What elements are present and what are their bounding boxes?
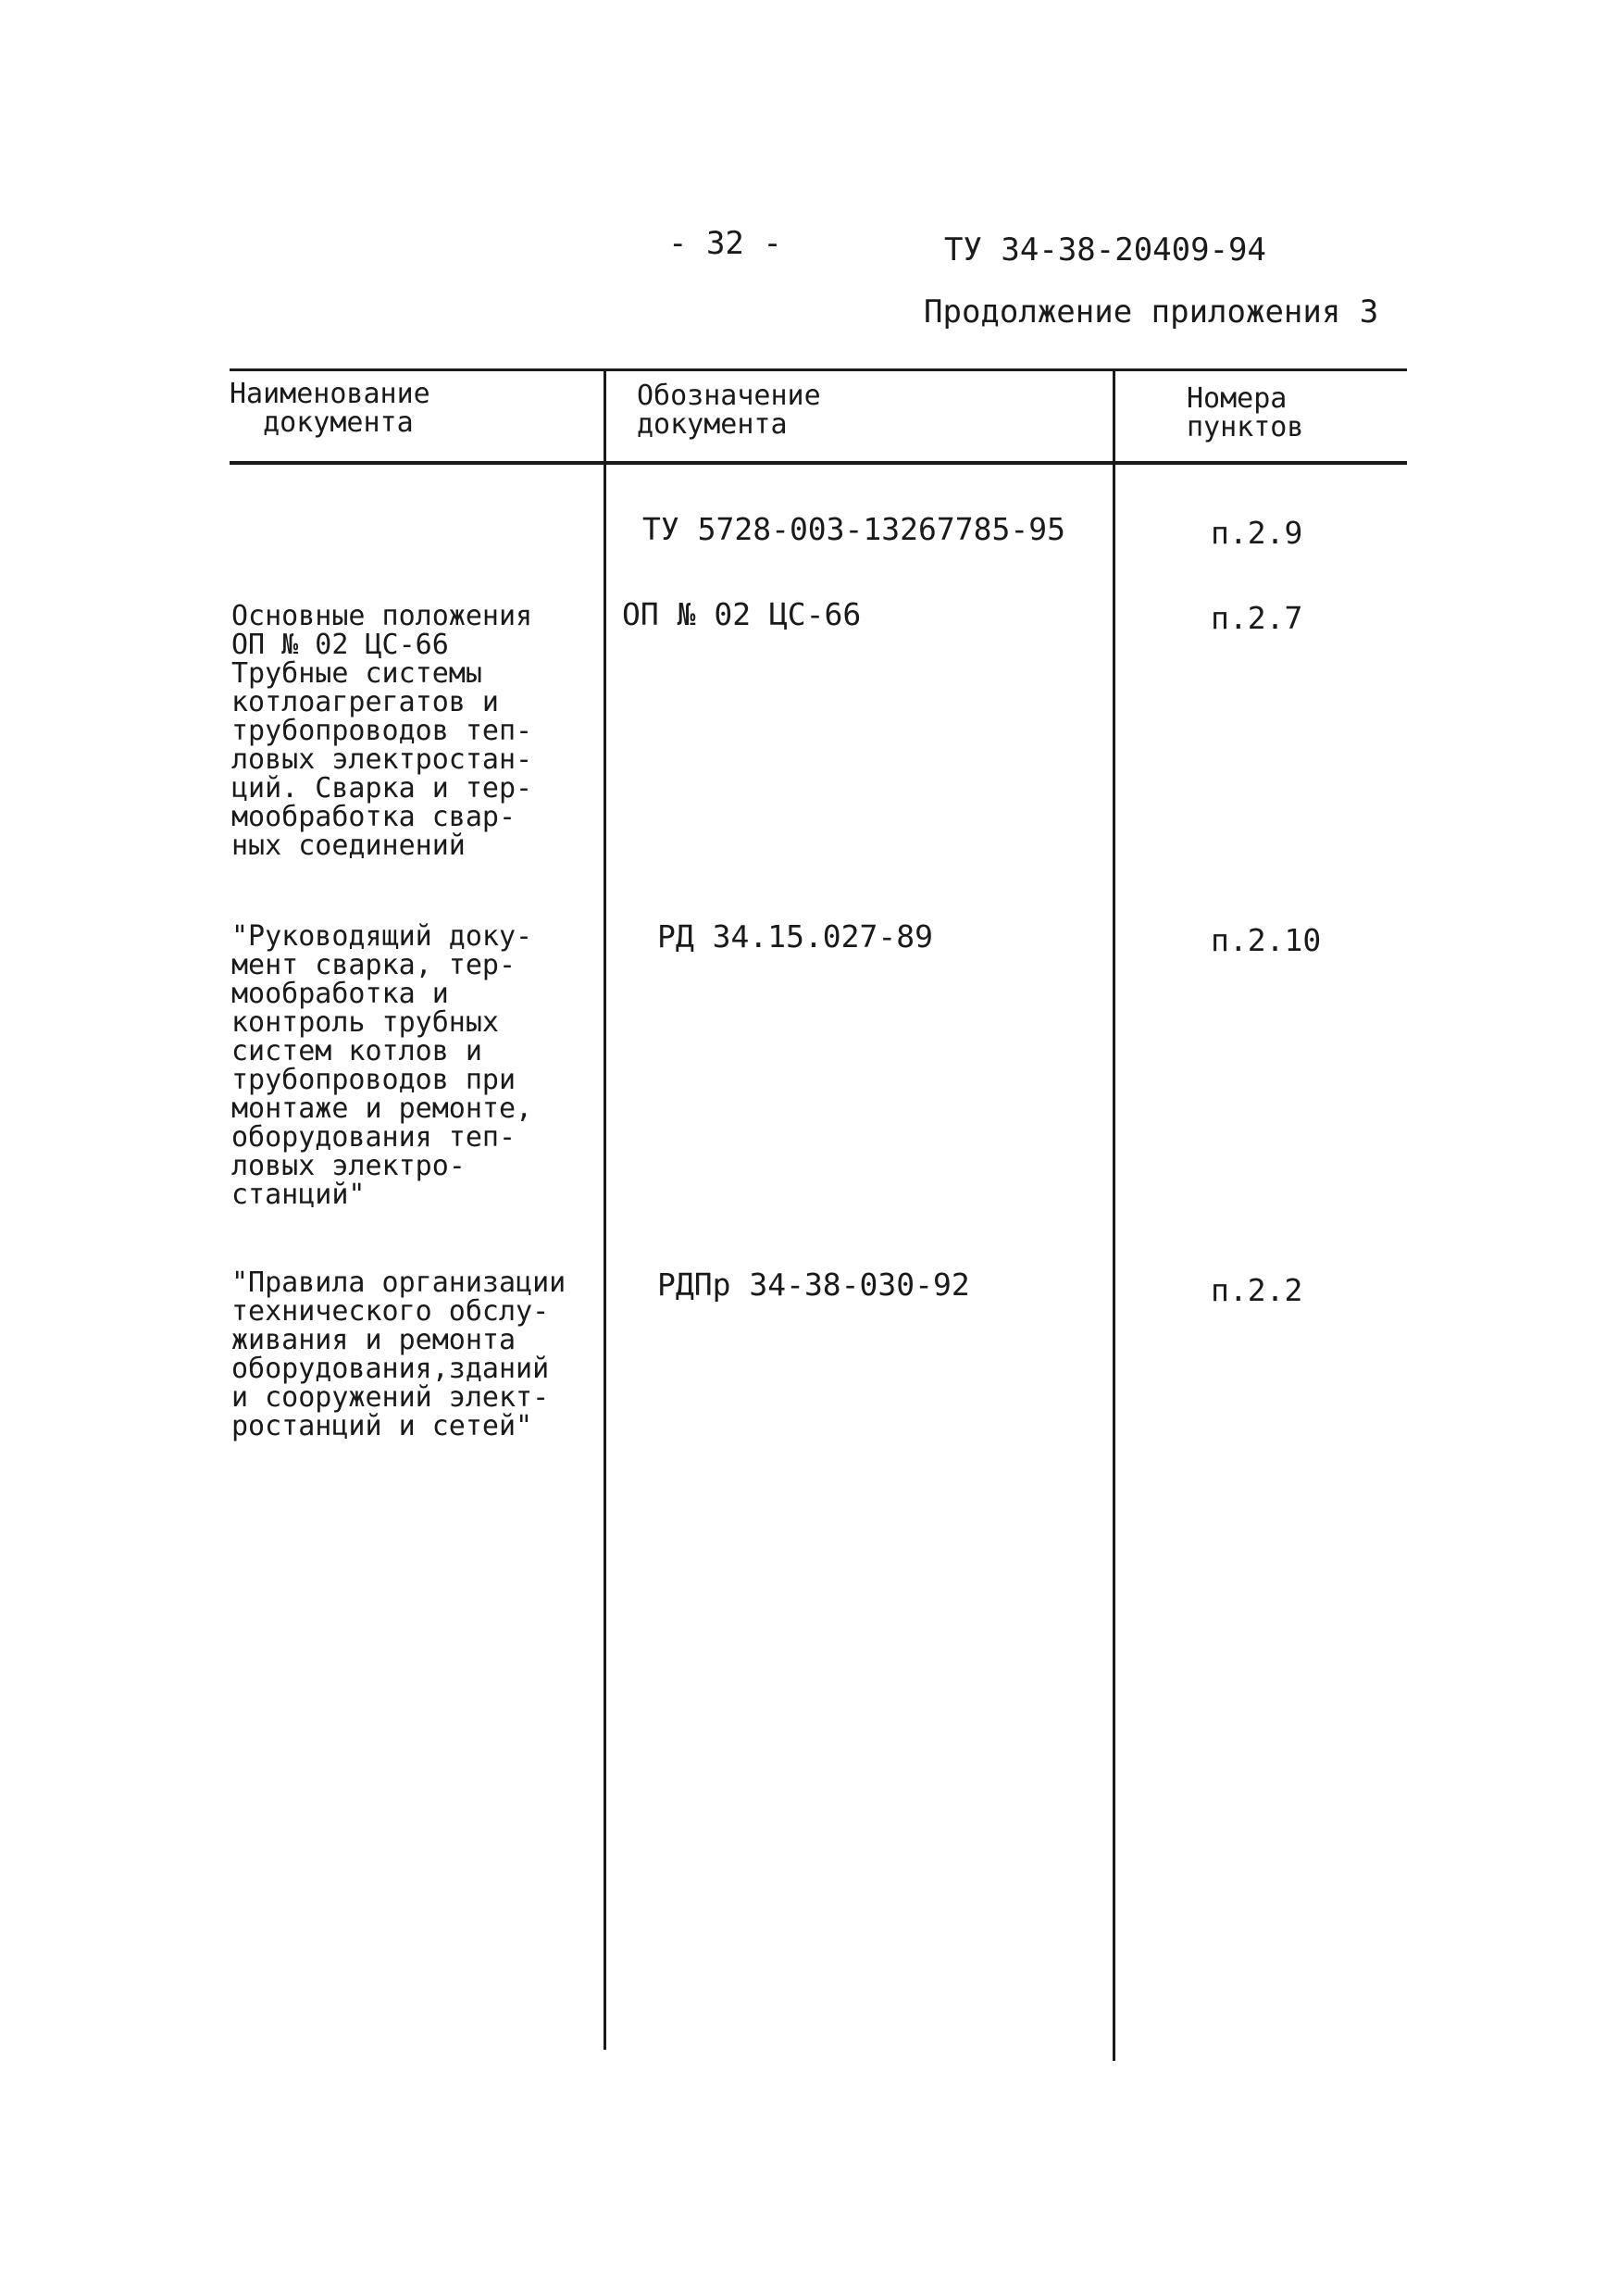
column-divider xyxy=(604,370,606,2050)
cell-document-designation: ТУ 5728-003-13267785-95 xyxy=(642,511,1065,547)
cell-clause-numbers: п.2.9 xyxy=(1211,515,1303,551)
cell-document-designation: РДПр 34-38-030-92 xyxy=(657,1267,970,1303)
table-header-rule xyxy=(230,461,1407,465)
document-code: ТУ 34-38-20409-94 xyxy=(944,231,1266,268)
column-header-document-designation: Обозначение документа xyxy=(637,380,821,441)
page-number: - 32 - xyxy=(668,225,782,262)
column-header-clause-numbers: Номера пунктов xyxy=(1187,382,1304,443)
cell-document-name: "Руководящий доку- мент сварка, тер- мообработка и контроль трубных систем котлов и трубопроводов при монтаже и ремонте, оборудования теп- ловых электро- станций" xyxy=(231,920,533,1211)
column-header-document-name: Наименование документа xyxy=(230,378,430,439)
table-top-rule xyxy=(230,368,1407,371)
cell-document-name: "Правила организации технического обслу- живания и ремонта оборудования,зданий и сооружений элект- ростанций и сетей" xyxy=(231,1267,566,1442)
cell-clause-numbers: п.2.10 xyxy=(1211,922,1322,958)
appendix-continuation-label: Продолжение приложения 3 xyxy=(924,293,1379,331)
cell-document-designation: РД 34.15.027-89 xyxy=(657,918,934,955)
cell-clause-numbers: п.2.7 xyxy=(1211,600,1303,636)
cell-document-designation: ОП № 02 ЦС-66 xyxy=(622,596,862,632)
column-divider xyxy=(1113,370,1115,2061)
cell-document-name: Основные положения ОП № 02 ЦС-66 Трубные системы котлоагрегатов и трубопроводов теп- ловых электростан- ций. Сварка и тер- мообработка свар- ных соединений xyxy=(231,600,533,862)
cell-clause-numbers: п.2.2 xyxy=(1211,1272,1303,1308)
